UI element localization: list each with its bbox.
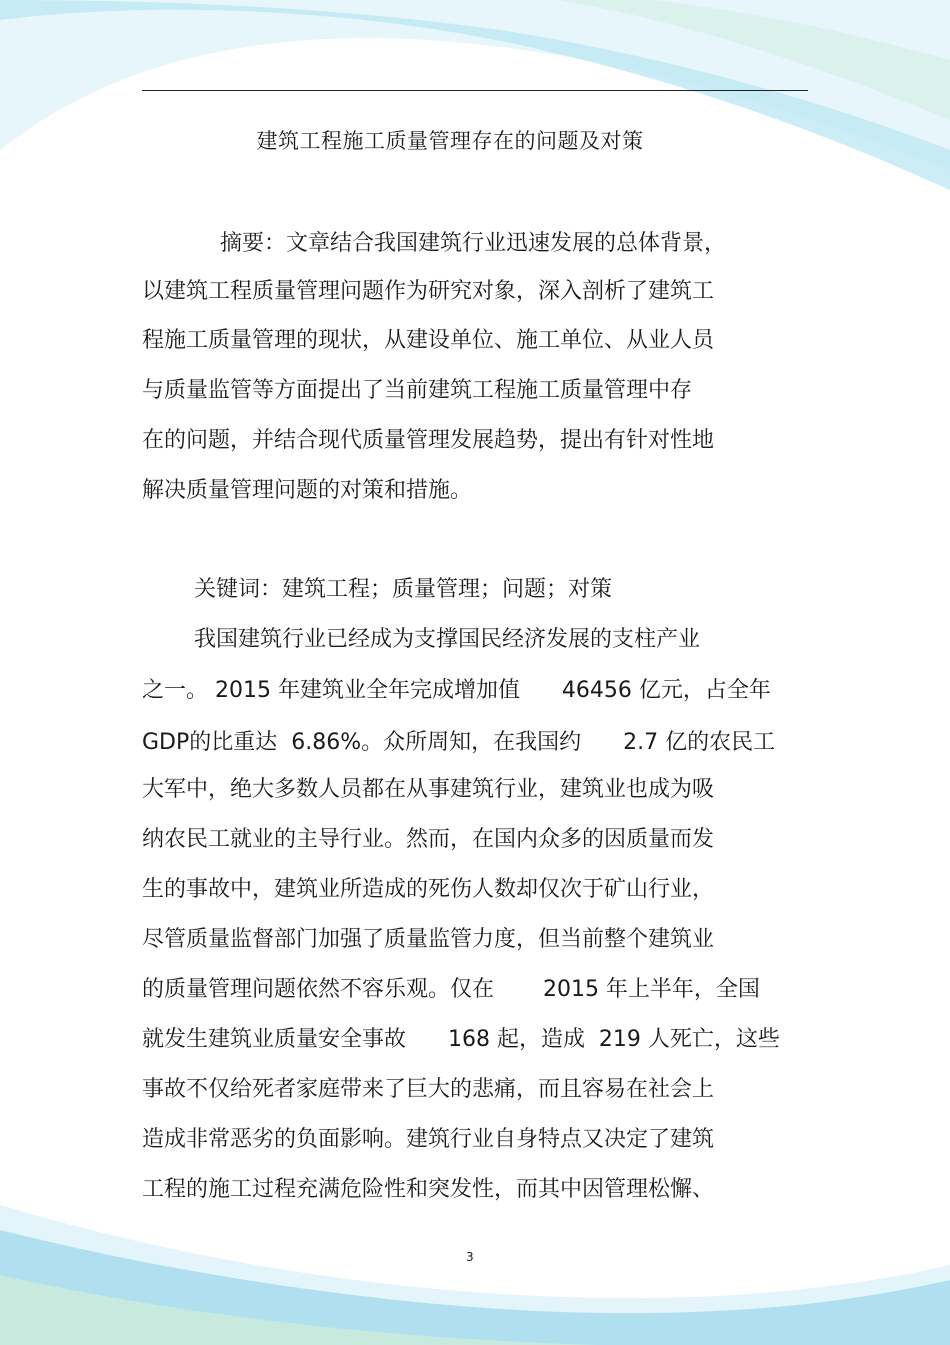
body-line: 工程的施工过程充满危险性和突发性，而其中因管理松懈、	[142, 1177, 715, 1202]
document-title: 建筑工程施工质量管理存在的问题及对策	[256, 129, 644, 153]
body-line: 纳农民工就业的主导行业。然而，在国内众多的因质量而发	[142, 827, 715, 852]
abstract-line: 以建筑工程质量管理问题作为研究对象，深入剖析了建筑工	[142, 279, 715, 304]
abstract-line: 解决质量管理问题的对策和措施。	[142, 478, 473, 503]
body-line: 生的事故中，建筑业所造成的死伤人数却仅次于矿山行业，	[142, 877, 715, 902]
body-line: 的质量管理问题依然不容乐观。仅在 2015 年上半年，全国	[142, 977, 760, 1002]
body-line: 造成非常恶劣的负面影响。建筑行业自身特点又决定了建筑	[142, 1127, 715, 1152]
body-line: 之一。 2015 年建筑业全年完成增加值 46456 亿元，占全年	[142, 678, 771, 703]
body-line: GDP的比重达 6.86%。众所周知，在我国约 2.7 亿的农民工	[142, 730, 776, 755]
abstract-line: 程施工质量管理的现状，从建设单位、施工单位、从业人员	[142, 328, 715, 353]
abstract-line: 在的问题，并结合现代质量管理发展趋势，提出有针对性地	[142, 428, 715, 453]
page-number: 3	[466, 1250, 474, 1264]
abstract-line: 与质量监管等方面提出了当前建筑工程施工质量管理中存	[142, 378, 693, 403]
keywords-line: 关键词：建筑工程；质量管理；问题；对策	[194, 577, 613, 602]
header-rule	[142, 90, 808, 91]
body-line: 尽管质量监督部门加强了质量监管力度，但当前整个建筑业	[142, 927, 715, 952]
abstract-line: 摘要：文章结合我国建筑行业迅速发展的总体背景，	[220, 231, 727, 256]
body-line: 事故不仅给死者家庭带来了巨大的悲痛，而且容易在社会上	[142, 1077, 715, 1102]
body-line: 大军中，绝大多数人员都在从事建筑行业，建筑业也成为吸	[142, 777, 715, 802]
body-line: 我国建筑行业已经成为支撑国民经济发展的支柱产业	[194, 627, 701, 652]
body-line: 就发生建筑业质量安全事故 168 起，造成 219 人死亡，这些	[142, 1027, 780, 1052]
